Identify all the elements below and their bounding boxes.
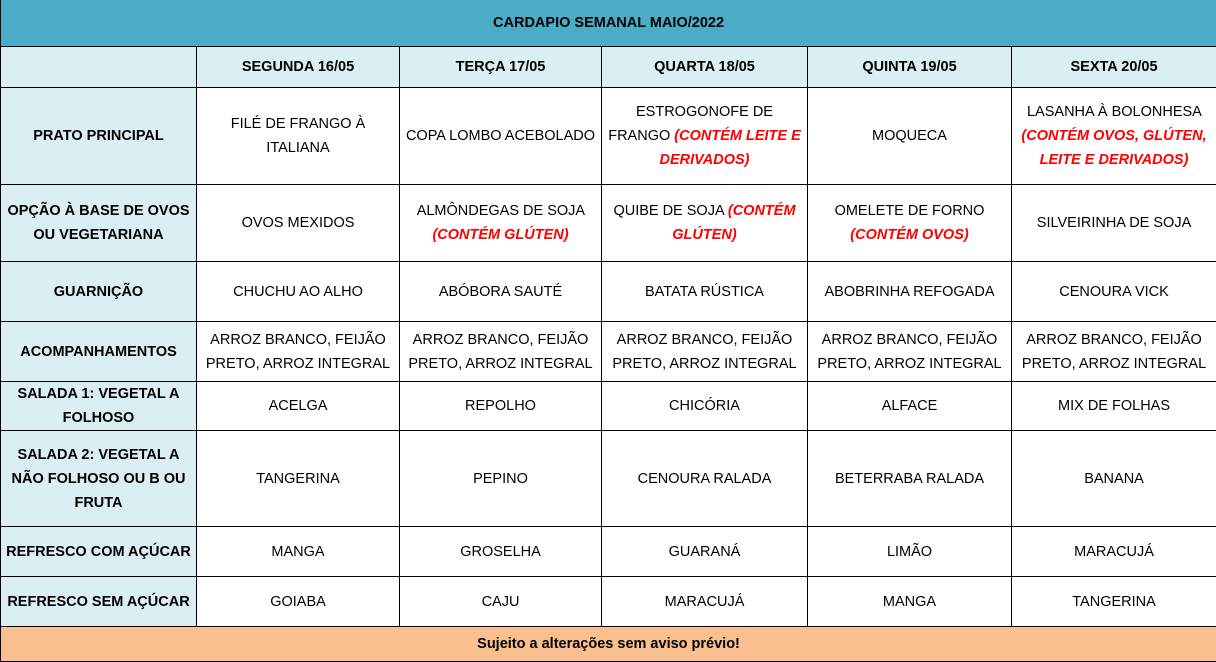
dish-name: MANGA: [271, 544, 324, 560]
menu-cell: [197, 577, 400, 627]
menu-row: [1, 88, 1216, 185]
dish-name: SILVEIRINHA DE SOJA: [1037, 215, 1191, 231]
day-header: QUINTA 19/05: [808, 47, 1012, 88]
dish-name: ESTROGONOFE DE FRANGO: [608, 104, 773, 144]
dish-name: FILÉ DE FRANGO À ITALIANA: [231, 116, 366, 156]
menu-cell: [400, 322, 602, 382]
menu-cell: [400, 431, 602, 527]
menu-cell: [197, 262, 400, 322]
menu-cell: [602, 431, 808, 527]
allergen-note: (CONTÉM OVOS, GLÚTEN, LEITE E DERIVADOS): [1021, 128, 1206, 168]
dish-name: TANGERINA: [1072, 594, 1156, 610]
dish-name: CAJU: [482, 594, 520, 610]
dish-name: REPOLHO: [465, 398, 536, 414]
menu-cell: [602, 262, 808, 322]
dish-name: GUARANÁ: [669, 544, 741, 560]
dish-name: MANGA: [883, 594, 936, 610]
menu-cell: [808, 527, 1012, 577]
dish-name: ARROZ BRANCO, FEIJÃO PRETO, ARROZ INTEGRAL: [612, 332, 796, 372]
menu-cell: [808, 262, 1012, 322]
dish-name: ABOBRINHA REFOGADA: [824, 284, 994, 300]
allergen-note: (CONTÉM GLÚTEN): [432, 227, 568, 243]
dish-name: QUIBE DE SOJA: [613, 203, 723, 219]
menu-cell: [197, 431, 400, 527]
dish-name: OMELETE DE FORNO: [835, 203, 985, 219]
dish-name: LIMÃO: [887, 544, 932, 560]
dish-name: ACELGA: [269, 398, 328, 414]
menu-cell: [602, 322, 808, 382]
corner-cell: [1, 47, 197, 88]
menu-cell: [808, 322, 1012, 382]
menu-cell: [400, 88, 602, 185]
menu-cell: [197, 185, 400, 262]
dish-name: MOQUECA: [872, 128, 947, 144]
dish-name: PEPINO: [473, 471, 528, 487]
menu-cell: [400, 185, 602, 262]
menu-row: [1, 262, 1216, 322]
menu-cell: [808, 382, 1012, 431]
menu-cell: [808, 88, 1012, 185]
row-label: GUARNIÇÃO: [1, 262, 197, 322]
row-label: REFRESCO SEM AÇÚCAR: [1, 577, 197, 627]
menu-cell: [1012, 382, 1216, 431]
menu-cell: [197, 322, 400, 382]
dish-name: ARROZ BRANCO, FEIJÃO PRETO, ARROZ INTEGRAL: [1022, 332, 1206, 372]
menu-cell: [400, 382, 602, 431]
menu-cell: [602, 577, 808, 627]
menu-cell: [1012, 431, 1216, 527]
row-label: SALADA 1: VEGETAL A FOLHOSO: [1, 382, 197, 431]
allergen-note: (CONTÉM LEITE E DERIVADOS): [660, 128, 801, 168]
menu-cell: [1012, 88, 1216, 185]
dish-name: ALMÔNDEGAS DE SOJA: [417, 203, 585, 219]
menu-cell: [602, 527, 808, 577]
dish-name: CENOURA VICK: [1059, 284, 1169, 300]
menu-cell: [400, 527, 602, 577]
menu-cell: [1012, 262, 1216, 322]
row-label: REFRESCO COM AÇÚCAR: [1, 527, 197, 577]
dish-name: BATATA RÚSTICA: [645, 284, 764, 300]
dish-name: MIX DE FOLHAS: [1058, 398, 1170, 414]
dish-name: GROSELHA: [460, 544, 541, 560]
menu-cell: [808, 185, 1012, 262]
header-row: [1, 47, 1216, 88]
menu-cell: [1012, 527, 1216, 577]
dish-name: GOIABA: [270, 594, 326, 610]
day-header: SEXTA 20/05: [1012, 47, 1216, 88]
dish-name: CHICÓRIA: [669, 398, 740, 414]
day-header: SEGUNDA 16/05: [197, 47, 400, 88]
menu-cell: [808, 431, 1012, 527]
dish-name: ARROZ BRANCO, FEIJÃO PRETO, ARROZ INTEGRAL: [817, 332, 1001, 372]
menu-cell: [197, 527, 400, 577]
dish-name: ARROZ BRANCO, FEIJÃO PRETO, ARROZ INTEGRAL: [206, 332, 390, 372]
dish-name: ARROZ BRANCO, FEIJÃO PRETO, ARROZ INTEGRAL: [408, 332, 592, 372]
menu-row: [1, 431, 1216, 527]
menu-cell: [808, 577, 1012, 627]
dish-name: ALFACE: [882, 398, 938, 414]
dish-name: LASANHA À BOLONHESA: [1027, 104, 1201, 120]
row-label: PRATO PRINCIPAL: [1, 88, 197, 185]
day-header: QUARTA 18/05: [602, 47, 808, 88]
dish-name: COPA LOMBO ACEBOLADO: [406, 128, 595, 144]
dish-name: ABÓBORA SAUTÉ: [439, 284, 562, 300]
menu-row: [1, 527, 1216, 577]
dish-name: CENOURA RALADA: [638, 471, 772, 487]
row-label: ACOMPANHAMENTOS: [1, 322, 197, 382]
dish-name: MARACUJÁ: [1074, 544, 1154, 560]
menu-cell: [1012, 185, 1216, 262]
menu-row: [1, 577, 1216, 627]
menu-cell: [602, 185, 808, 262]
dish-name: MARACUJÁ: [665, 594, 745, 610]
menu-cell: [1012, 577, 1216, 627]
allergen-note: (CONTÉM GLÚTEN): [672, 203, 795, 243]
menu-cell: [197, 382, 400, 431]
menu-cell: [602, 382, 808, 431]
dish-name: BANANA: [1084, 471, 1144, 487]
menu-cell: [400, 262, 602, 322]
disclaimer-footer: Sujeito a alterações sem aviso prévio!: [1, 627, 1216, 662]
menu-cell: [1012, 322, 1216, 382]
row-label: SALADA 2: VEGETAL A NÃO FOLHOSO OU B OU FRUTA: [1, 431, 197, 527]
allergen-note: (CONTÉM OVOS): [850, 227, 968, 243]
dish-name: BETERRABA RALADA: [835, 471, 984, 487]
menu-row: [1, 185, 1216, 262]
menu-cell: [400, 577, 602, 627]
dish-name: CHUCHU AO ALHO: [233, 284, 363, 300]
dish-name: OVOS MEXIDOS: [242, 215, 355, 231]
menu-row: [1, 322, 1216, 382]
menu-cell: [602, 88, 808, 185]
row-label: OPÇÃO À BASE DE OVOS OU VEGETARIANA: [1, 185, 197, 262]
menu-row: [1, 382, 1216, 431]
day-header: TERÇA 17/05: [400, 47, 602, 88]
menu-cell: [197, 88, 400, 185]
dish-name: TANGERINA: [256, 471, 340, 487]
menu-title: CARDAPIO SEMANAL MAIO/2022: [1, 0, 1216, 47]
